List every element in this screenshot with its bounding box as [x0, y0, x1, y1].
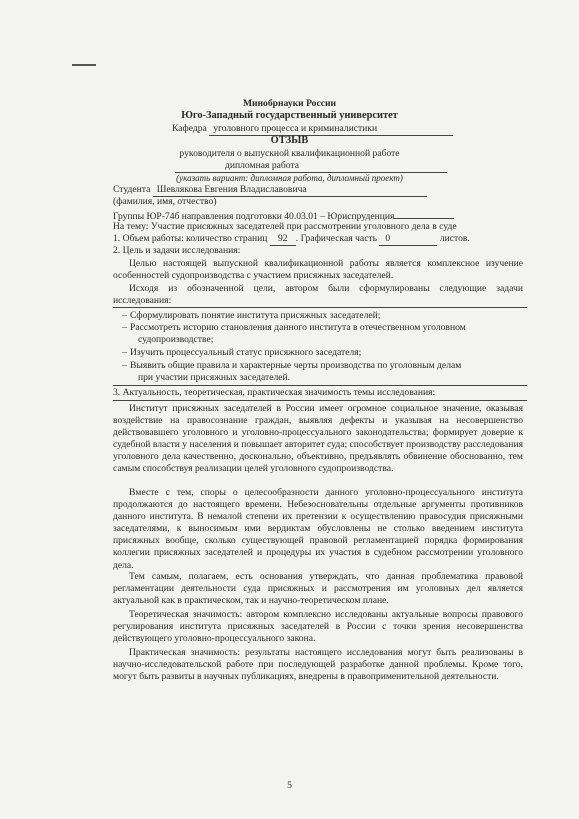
page-number: 5 [287, 780, 292, 791]
student-name-hint: (фамилия, имя, отчество) [113, 196, 217, 207]
department-label: Кафедра [172, 123, 207, 134]
group-line: Группы ЮР-74б направления подготовки 40.03.01 – Юриспруденция [113, 209, 454, 223]
goals-intro: Исходя из обозначенной цели, автором были сформулированы следующие задачи исследования: [113, 283, 523, 307]
relevance-paragraph: Институт присяжных заседателей в России имеет огромное социальное значение, оказывая воздействие на правосознание граждан, выявляя дефекты и указывая на несовершенство действовавшего уголовного и уголовно-процессуального законодательства; формирует доверие к судебной власти у населения и повышает авторитет суда; способствует производству расследования уголовного дела качественно, досконально, объективно, предъявлять обвинение обоснованно, тем самым способствуя реализации целей уголовного судопроизводства. [113, 403, 523, 475]
goals-heading: 2. Цель и задачи исследования: [113, 245, 241, 256]
university-name: Юго-Западный государственный университет [181, 110, 398, 121]
page-count: 92 [270, 233, 296, 246]
ministry-name: Минобрнауки России [242, 98, 337, 109]
work-type-value: дипломная работа [175, 160, 447, 173]
task-item: – Рассмотреть историю становления данного института в отечественном уголовном [122, 322, 466, 333]
practical-significance: Практическая значимость: результаты настоящего исследования могут быть реализованы в научно-исследовательской работе при последующей разработке данной проблемы. Кроме того, могут быть развиты в научных публикациях, внедрены в правоприменительной деятельности. [113, 647, 523, 683]
student-name: Шевлякова Евгения Владиславовича [153, 184, 427, 197]
task-item: – Изучить процессуальный статус присяжного заседателя; [122, 347, 362, 358]
relevance-heading: 3. Актуальность, теоретическая, практическая значимость темы исследования: [113, 387, 436, 398]
divider [113, 400, 527, 401]
topic-line: На тему: Участие присяжных заседателей при рассмотрении уголовного дела в суде [113, 221, 457, 232]
divider [113, 385, 527, 386]
divider [113, 307, 527, 308]
document-title: ОТЗЫВ [270, 135, 309, 146]
task-item: – Выявить общие правила и характерные черты производства по уголовным делам [122, 360, 462, 371]
relevance-paragraph: Тем самым, полагаем, есть основания утверждать, что данная проблематика правовой регламентации деятельности суда присяжных и рассмотрения им уголовных дел является актуальной как в практическом, так и научно-теоретическом плане. [113, 571, 523, 607]
student-line: Студента Шевлякова Евгения Владиславовича [113, 184, 427, 197]
work-type-hint: (указать вариант: дипломная работа, дипломный проект) [176, 173, 403, 183]
task-item: – Сформулировать понятие института присяжных заседателей; [122, 310, 381, 321]
volume-line: 1. Объем работы: количество страниц 92 . Графическая часть 0 листов. [113, 233, 470, 244]
theoretical-significance: Теоретическая значимость: автором комплексно исследованы актуальные вопросы правового регулирования института присяжных заседателей в России с точки зрения несовершенства действующего уголовно-процессуального закона. [113, 609, 523, 645]
document-subtitle: руководителя о выпускной квалификационной работе [179, 148, 400, 159]
relevance-paragraph: Вместе с тем, споры о целесообразности данного уголовно-процессуального института продолжаются до настоящего времени. Небезосновательны отдельные аргументы противников данного института. В немалой степени их претензии к осуществлению правосудия присяжными заседателями, к выносимым ими вердиктам обусловлены не столько введением института присяжных вообще, сколько существующей правовой регламентацией порядка формирования коллегии присяжных заседателей и процедуры их участия в судебном рассмотрении уголовного дела. [113, 487, 523, 571]
graphic-count: 0 [379, 233, 437, 246]
department-value: уголовного процесса и криминалистики [209, 123, 453, 136]
task-item-continued: судопроизводстве; [138, 334, 214, 345]
task-item-continued: при участии присяжных заседателей. [138, 372, 291, 383]
goals-text: Целью настоящей выпускной квалификационной работы является комплексное изучение особенностей судопроизводства с участием присяжных заседателей. [113, 258, 523, 282]
scan-mark [72, 64, 96, 66]
